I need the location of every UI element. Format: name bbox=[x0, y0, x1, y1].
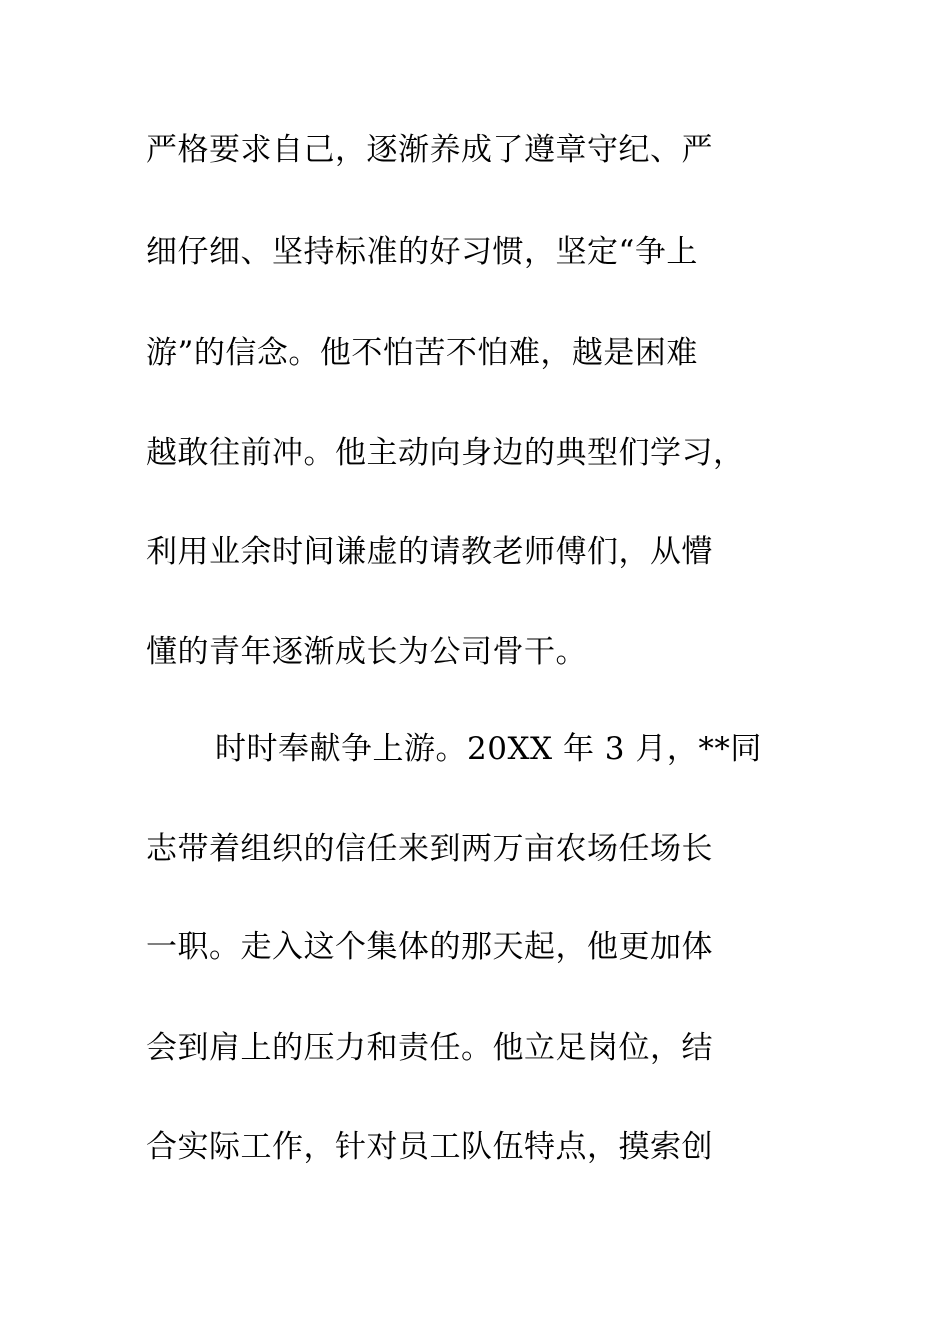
text-line-10: 会到肩上的压力和责任。他立足岗位，结 bbox=[146, 1030, 713, 1066]
text-line-5: 利用业余时间谦虚的请教老师傅们，从懵 bbox=[146, 534, 713, 570]
text-line-6: 懂的青年逐渐成长为公司骨干。 bbox=[146, 634, 587, 670]
text-line-4: 越敢往前冲。他主动向身边的典型们学习， bbox=[146, 435, 745, 471]
text-line-1: 严格要求自己，逐渐养成了遵章守纪、严 bbox=[146, 132, 713, 168]
text-line-11: 合实际工作，针对员工队伍特点，摸索创 bbox=[146, 1129, 713, 1165]
text-line-9: 一职。走入这个集体的那天起，他更加体 bbox=[146, 929, 713, 965]
text-line-8: 志带着组织的信任来到两万亩农场任场长 bbox=[146, 831, 713, 867]
text-line-3: 游”的信念。他不怕苦不怕难，越是困难 bbox=[146, 335, 698, 371]
text-line-2: 细仔细、坚持标准的好习惯，坚定“争上 bbox=[146, 234, 698, 270]
paragraph-start-line: 时时奉献争上游。20XX 年 3 月，**同 bbox=[215, 731, 762, 767]
